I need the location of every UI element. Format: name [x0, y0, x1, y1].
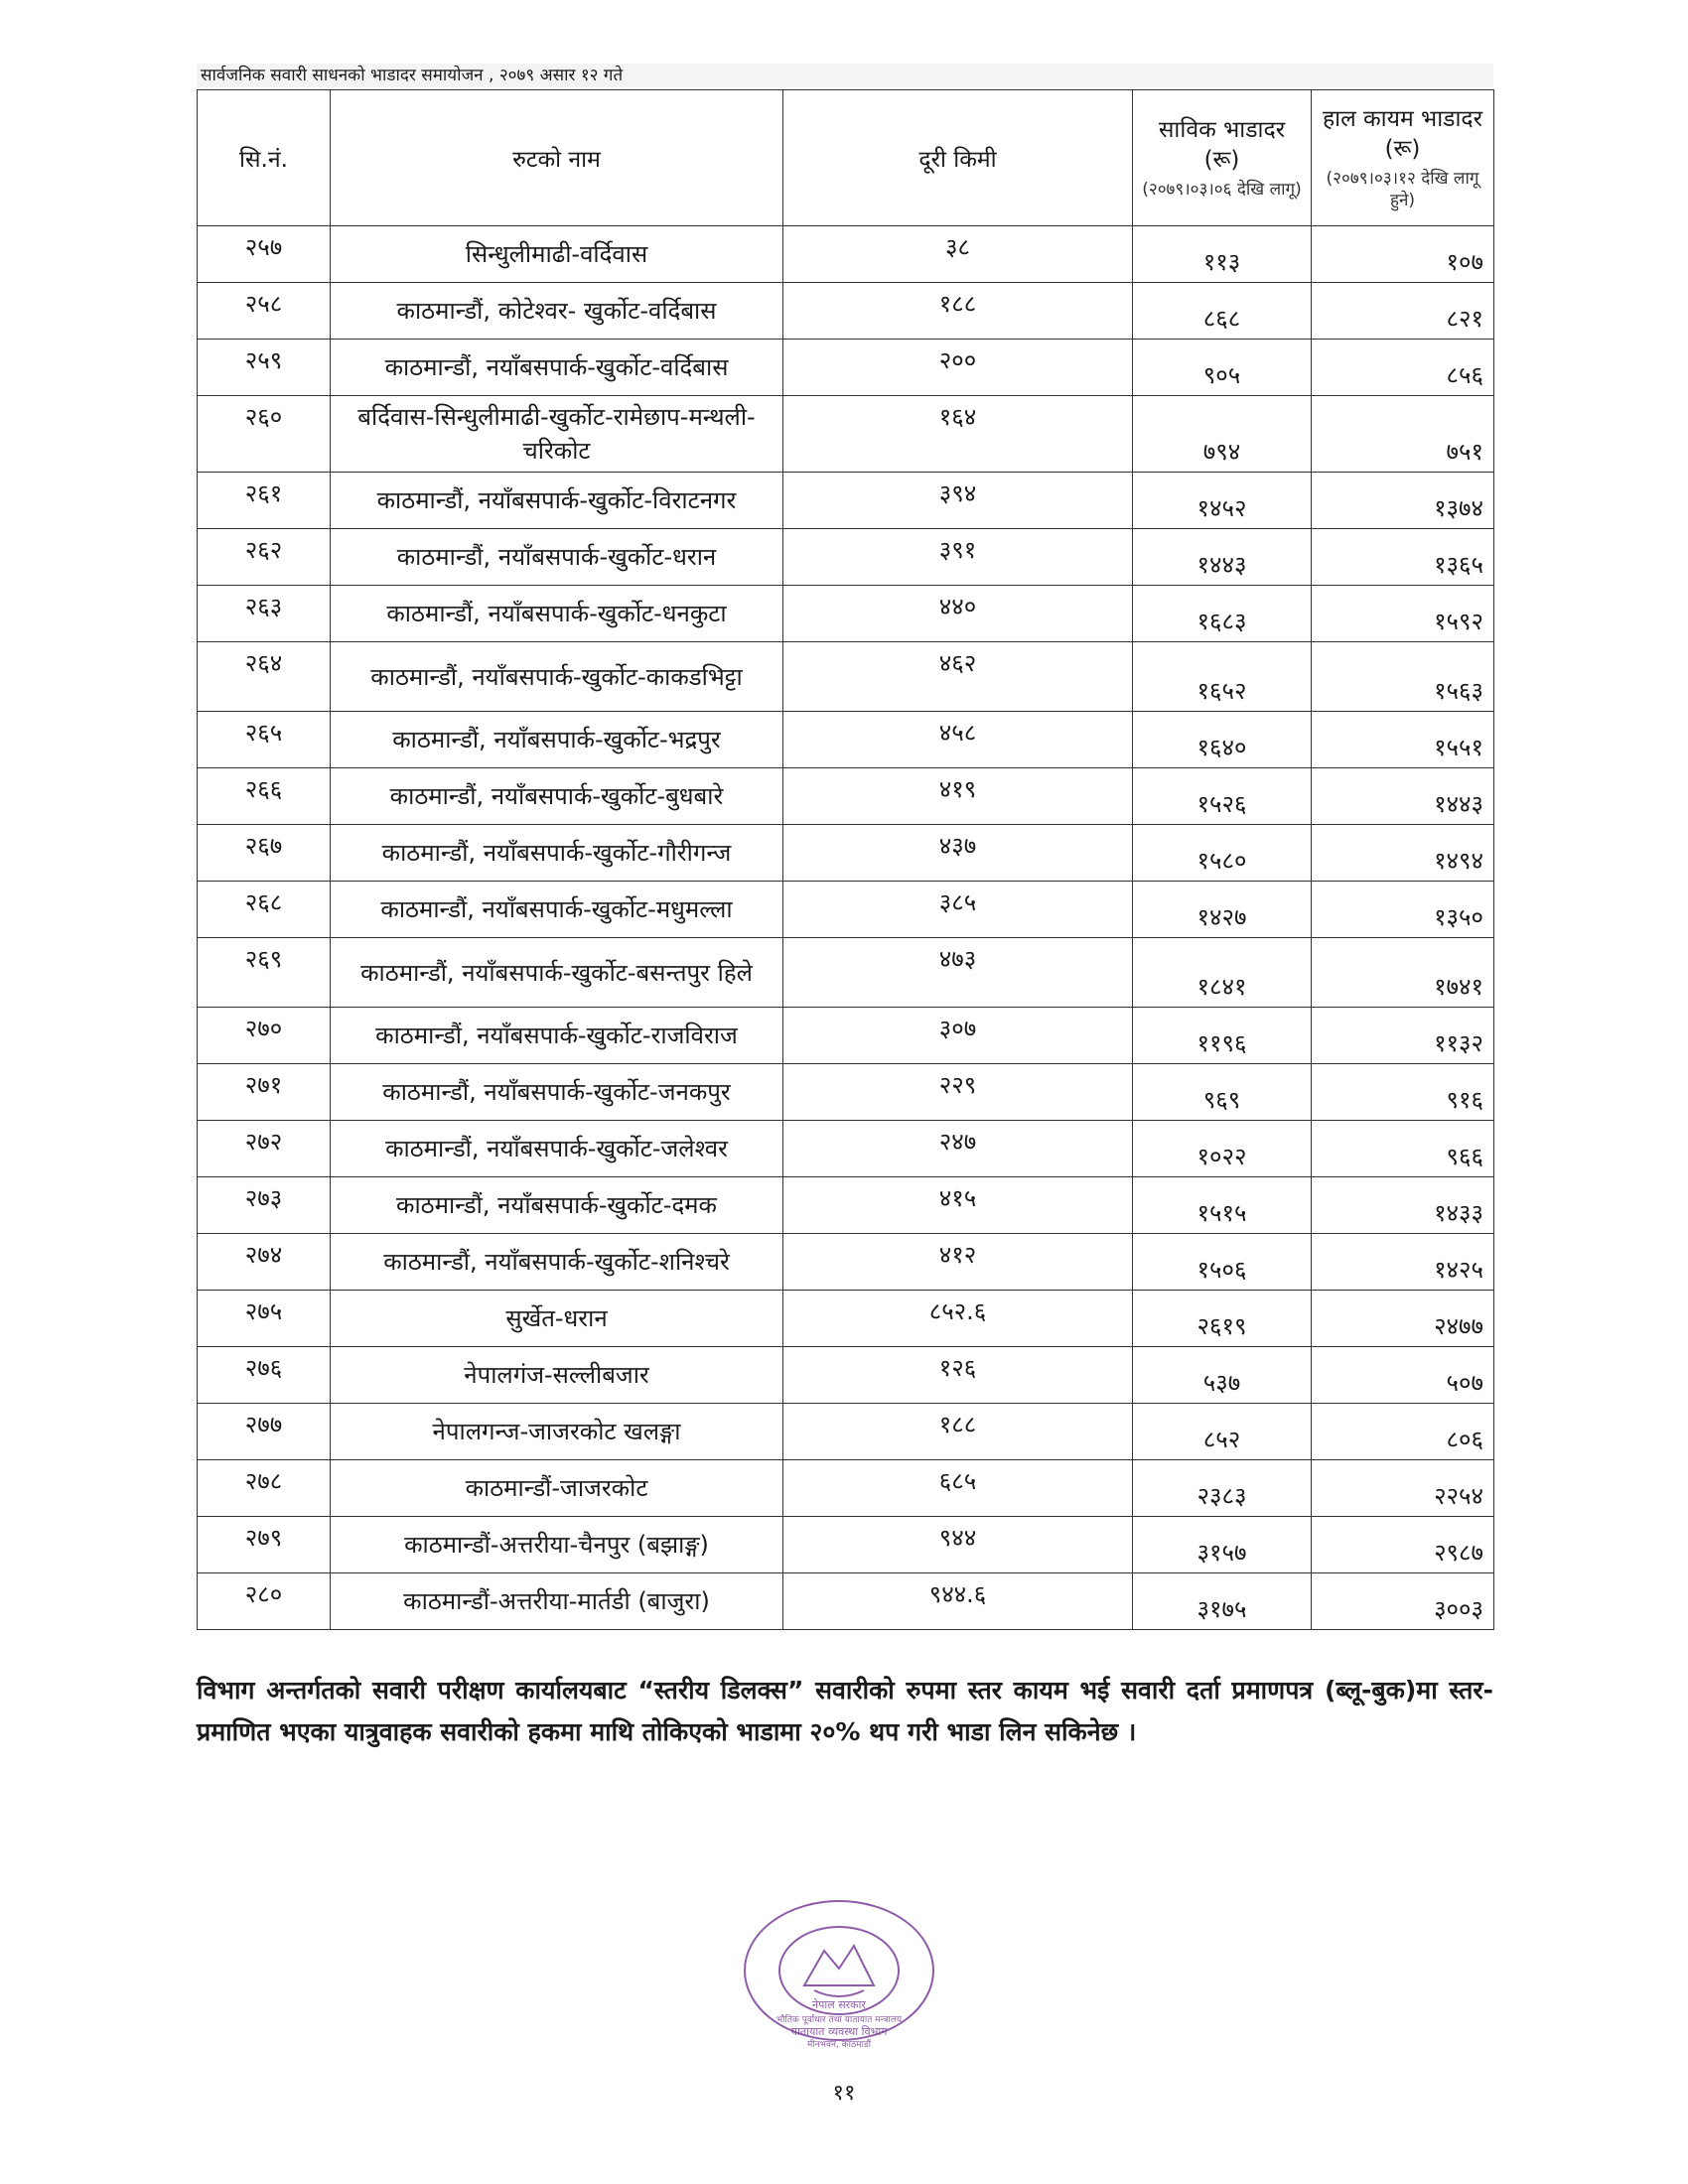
- row-distance: ४७३: [783, 938, 1133, 1008]
- row-route: काठमान्डौं-जाजरकोट: [331, 1460, 783, 1517]
- row-distance: २४७: [783, 1121, 1133, 1177]
- row-distance: ३८५: [783, 882, 1133, 938]
- table-row: [198, 396, 1494, 473]
- row-distance: १८८: [783, 283, 1133, 340]
- row-distance: ४१५: [783, 1177, 1133, 1234]
- row-new-fare: १५६३: [1312, 642, 1494, 712]
- svg-text:मीनभवन, काठमाडौं: मीनभवन, काठमाडौं: [806, 2040, 872, 2050]
- row-route: सिन्धुलीमाढी-वर्दिवास: [331, 226, 783, 283]
- row-distance: ४४०: [783, 586, 1133, 642]
- row-new-fare: १४९४: [1312, 825, 1494, 882]
- row-route: नेपालगन्ज-जाजरकोट खलङ्गा: [331, 1404, 783, 1460]
- old-fare-note: (२०७९।०३।०६ देखि लागू): [1142, 180, 1302, 200]
- row-route: काठमान्डौं, नयाँबसपार्क-खुर्कोट-भद्रपुर: [331, 712, 783, 768]
- row-sn: २६२: [198, 529, 331, 586]
- row-old-fare: १०२२: [1133, 1121, 1312, 1177]
- row-route: काठमान्डौं, नयाँबसपार्क-खुर्कोट-दमक: [331, 1177, 783, 1234]
- row-old-fare: १६८३: [1133, 586, 1312, 642]
- row-old-fare: १५१५: [1133, 1177, 1312, 1234]
- row-sn: २७४: [198, 1234, 331, 1291]
- row-old-fare: १४२७: [1133, 882, 1312, 938]
- row-old-fare: १६४०: [1133, 712, 1312, 768]
- row-new-fare: ५०७: [1312, 1347, 1494, 1404]
- row-route: काठमान्डौं, नयाँबसपार्क-खुर्कोट-राजविराज: [331, 1008, 783, 1064]
- row-route: काठमान्डौं, नयाँबसपार्क-खुर्कोट-काकडभिट्टा: [331, 642, 783, 712]
- table-row: [198, 1347, 1494, 1404]
- table-row: [198, 1008, 1494, 1064]
- row-new-fare: १५५१: [1312, 712, 1494, 768]
- row-sn: २६१: [198, 473, 331, 529]
- svg-text:यातायात व्यवस्था विभाग: यातायात व्यवस्था विभाग: [790, 2025, 888, 2038]
- row-new-fare: ९१६: [1312, 1064, 1494, 1121]
- row-sn: २७१: [198, 1064, 331, 1121]
- row-old-fare: १८४१: [1133, 938, 1312, 1008]
- table-row: [198, 1404, 1494, 1460]
- row-route: काठमान्डौं, नयाँबसपार्क-खुर्कोट-जनकपुर: [331, 1064, 783, 1121]
- row-distance: ३०७: [783, 1008, 1133, 1064]
- row-old-fare: ७९४: [1133, 396, 1312, 473]
- row-sn: २६४: [198, 642, 331, 712]
- row-new-fare: १४३३: [1312, 1177, 1494, 1234]
- row-old-fare: १४४३: [1133, 529, 1312, 586]
- row-route: काठमान्डौं-अत्तरीया-चैनपुर (बझाङ्ग): [331, 1517, 783, 1573]
- row-old-fare: ११९६: [1133, 1008, 1312, 1064]
- row-sn: २७३: [198, 1177, 331, 1234]
- row-old-fare: २६१९: [1133, 1291, 1312, 1347]
- row-new-fare: ११३२: [1312, 1008, 1494, 1064]
- row-new-fare: १३५०: [1312, 882, 1494, 938]
- row-route: काठमान्डौं, नयाँबसपार्क-खुर्कोट-धरान: [331, 529, 783, 586]
- table-row: [198, 226, 1494, 283]
- row-old-fare: १५०६: [1133, 1234, 1312, 1291]
- row-new-fare: १७४१: [1312, 938, 1494, 1008]
- new-fare-note: (२०७९।०३।१२ देखि लागू हुने): [1326, 169, 1479, 210]
- row-distance: ३८: [783, 226, 1133, 283]
- svg-text:नेपाल सरकार: नेपाल सरकार: [812, 1998, 866, 2011]
- row-old-fare: ९०५: [1133, 340, 1312, 396]
- row-old-fare: १६५२: [1133, 642, 1312, 712]
- row-sn: २६८: [198, 882, 331, 938]
- row-route: काठमान्डौं, नयाँबसपार्क-खुर्कोट-बसन्तपुर हिले: [331, 938, 783, 1008]
- row-distance: ९४४: [783, 1517, 1133, 1573]
- fare-table: [197, 89, 1494, 1630]
- svg-text:भौतिक पूर्वाधार तथा यातायात मन: भौतिक पूर्वाधार तथा यातायात मन्त्रालय: [775, 2015, 903, 2025]
- row-route: काठमान्डौं, नयाँबसपार्क-खुर्कोट-धनकुटा: [331, 586, 783, 642]
- row-old-fare: ५३७: [1133, 1347, 1312, 1404]
- row-route: काठमान्डौं, नयाँबसपार्क-खुर्कोट-जलेश्वर: [331, 1121, 783, 1177]
- row-route: नेपालगंज-सल्लीबजार: [331, 1347, 783, 1404]
- row-sn: २६५: [198, 712, 331, 768]
- row-sn: २८०: [198, 1573, 331, 1630]
- row-new-fare: ९६६: [1312, 1121, 1494, 1177]
- row-route: काठमान्डौं, नयाँबसपार्क-खुर्कोट-गौरीगन्ज: [331, 825, 783, 882]
- row-old-fare: १४५२: [1133, 473, 1312, 529]
- row-route: काठमान्डौं-अत्तरीया-मार्तडी (बाजुरा): [331, 1573, 783, 1630]
- row-sn: २५९: [198, 340, 331, 396]
- row-distance: १२६: [783, 1347, 1133, 1404]
- row-route: काठमान्डौं, नयाँबसपार्क-खुर्कोट-मधुमल्ला: [331, 882, 783, 938]
- table-row: [198, 1121, 1494, 1177]
- table-row: [198, 712, 1494, 768]
- row-distance: १८८: [783, 1404, 1133, 1460]
- col-header-old-fare: [1133, 90, 1312, 226]
- row-sn: २७८: [198, 1460, 331, 1517]
- row-distance: १६४: [783, 396, 1133, 473]
- row-old-fare: ३१७५: [1133, 1573, 1312, 1630]
- row-sn: २७७: [198, 1404, 331, 1460]
- row-sn: २५७: [198, 226, 331, 283]
- row-sn: २६०: [198, 396, 331, 473]
- table-row: [198, 586, 1494, 642]
- row-route: काठमान्डौं, कोटेश्वर- खुर्कोट-वर्दिबास: [331, 283, 783, 340]
- row-new-fare: ७५१: [1312, 396, 1494, 473]
- table-row: [198, 1177, 1494, 1234]
- page-number: ११: [832, 2081, 856, 2106]
- table-row: [198, 1064, 1494, 1121]
- row-route: काठमान्डौं, नयाँबसपार्क-खुर्कोट-विराटनगर: [331, 473, 783, 529]
- row-new-fare: ८५६: [1312, 340, 1494, 396]
- row-distance: ८५२.६: [783, 1291, 1133, 1347]
- table-row: [198, 1291, 1494, 1347]
- row-sn: २७६: [198, 1347, 331, 1404]
- row-new-fare: १४४३: [1312, 768, 1494, 825]
- table-row: [198, 283, 1494, 340]
- row-new-fare: २४७७: [1312, 1291, 1494, 1347]
- row-old-fare: ३१५७: [1133, 1517, 1312, 1573]
- row-sn: २७५: [198, 1291, 331, 1347]
- row-new-fare: १३७४: [1312, 473, 1494, 529]
- table-row: [198, 1517, 1494, 1573]
- row-old-fare: ८५२: [1133, 1404, 1312, 1460]
- row-new-fare: १५९२: [1312, 586, 1494, 642]
- col-header-route: रुटको नाम: [331, 90, 783, 226]
- row-distance: ४१२: [783, 1234, 1133, 1291]
- row-distance: २००: [783, 340, 1133, 396]
- table-row: [198, 529, 1494, 586]
- row-new-fare: १०७: [1312, 226, 1494, 283]
- row-route: काठमान्डौं, नयाँबसपार्क-खुर्कोट-शनिश्चरे: [331, 1234, 783, 1291]
- row-new-fare: ३००३: [1312, 1573, 1494, 1630]
- row-distance: ३९४: [783, 473, 1133, 529]
- row-old-fare: १५२६: [1133, 768, 1312, 825]
- row-old-fare: १५८०: [1133, 825, 1312, 882]
- table-row: [198, 1573, 1494, 1630]
- col-header-sn: सि.नं.: [198, 90, 331, 226]
- row-distance: ६८५: [783, 1460, 1133, 1517]
- table-row: [198, 473, 1494, 529]
- table-header-row: [198, 90, 1494, 226]
- new-fare-label: हाल कायम भाडादर (रू): [1322, 106, 1483, 162]
- row-distance: ९४४.६: [783, 1573, 1133, 1630]
- fare-table-body: [198, 226, 1494, 1630]
- row-sn: २६७: [198, 825, 331, 882]
- row-new-fare: २२५४: [1312, 1460, 1494, 1517]
- row-distance: ४६२: [783, 642, 1133, 712]
- row-route: बर्दिवास-सिन्धुलीमाढी-खुर्कोट-रामेछाप-मन्थली-चरिकोट: [331, 396, 783, 473]
- table-row: [198, 1460, 1494, 1517]
- row-new-fare: ८२१: [1312, 283, 1494, 340]
- row-distance: ४१९: [783, 768, 1133, 825]
- row-new-fare: २९८७: [1312, 1517, 1494, 1573]
- table-row: [198, 642, 1494, 712]
- row-sn: २६९: [198, 938, 331, 1008]
- row-old-fare: २३८३: [1133, 1460, 1312, 1517]
- table-row: [198, 825, 1494, 882]
- row-new-fare: १४२५: [1312, 1234, 1494, 1291]
- row-sn: २५८: [198, 283, 331, 340]
- table-row: [198, 768, 1494, 825]
- col-header-new-fare: [1312, 90, 1494, 226]
- row-sn: २६६: [198, 768, 331, 825]
- row-distance: ४५८: [783, 712, 1133, 768]
- row-old-fare: ९६९: [1133, 1064, 1312, 1121]
- row-sn: २७९: [198, 1517, 331, 1573]
- row-sn: २७०: [198, 1008, 331, 1064]
- table-row: [198, 340, 1494, 396]
- row-distance: ३९१: [783, 529, 1133, 586]
- office-seal: [735, 1891, 943, 2050]
- row-new-fare: ८०६: [1312, 1404, 1494, 1460]
- row-old-fare: ११३: [1133, 226, 1312, 283]
- row-distance: २२९: [783, 1064, 1133, 1121]
- row-old-fare: ८६८: [1133, 283, 1312, 340]
- table-row: [198, 882, 1494, 938]
- row-new-fare: १३६५: [1312, 529, 1494, 586]
- row-sn: २७२: [198, 1121, 331, 1177]
- document-header: सार्वजनिक सवारी साधनको भाडादर समायोजन , २०७९ असार १२ गते: [197, 64, 1493, 87]
- row-route: सुर्खेत-धरान: [331, 1291, 783, 1347]
- deluxe-note: विभाग अन्तर्गतको सवारी परीक्षण कार्यालयबाट “स्तरीय डिलक्स” सवारीको रुपमा स्तर कायम भई सवारी दर्ता प्रमाणपत्र (ब्लू-बुक)मा स्तर-प्रमाणित भएका यात्रुवाहक सवारीको हकमा माथि तोकिएको भाडामा २०% थप गरी भाडा लिन सकिनेछ ।: [197, 1676, 1493, 1746]
- table-row: [198, 938, 1494, 1008]
- row-distance: ४३७: [783, 825, 1133, 882]
- col-header-distance: दूरी किमी: [783, 90, 1133, 226]
- row-sn: २६३: [198, 586, 331, 642]
- row-route: काठमान्डौं, नयाँबसपार्क-खुर्कोट-बुधबारे: [331, 768, 783, 825]
- row-route: काठमान्डौं, नयाँबसपार्क-खुर्कोट-वर्दिबास: [331, 340, 783, 396]
- table-row: [198, 1234, 1494, 1291]
- old-fare-label: साविक भाडादर (रू): [1158, 117, 1286, 173]
